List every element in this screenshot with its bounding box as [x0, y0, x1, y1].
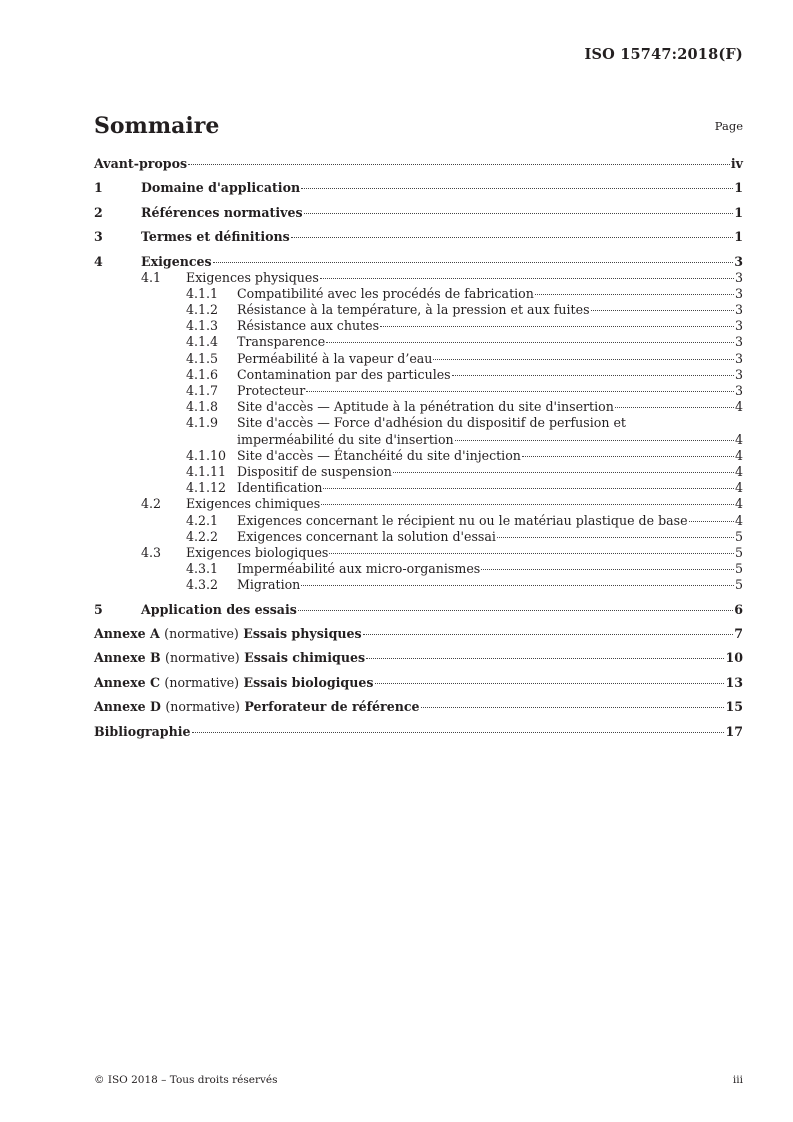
toc-entry-4-1-9[interactable] [94, 415, 743, 431]
toc-page-number: 13 [725, 674, 743, 690]
dot-leader [380, 326, 734, 327]
toc-entry-text: Dispositif de suspension [237, 463, 392, 479]
toc-entry-number: 4.2.2 [186, 528, 219, 544]
toc-page-number: 1 [734, 229, 743, 245]
dot-leader [433, 359, 734, 360]
toc-entry-text: Site d'accès — Étanchéité du site d'injection [237, 447, 521, 463]
annex-kind: (normative) [164, 674, 240, 690]
toc-page-number: 5 [734, 577, 743, 593]
toc-page-number: 4 [734, 496, 743, 512]
dot-leader [421, 707, 725, 708]
dot-leader [497, 537, 734, 538]
toc-entry-text: Site d'accès — Aptitude à la pénétration du site d'insertion [237, 399, 614, 415]
toc-entry-number: 4.1.2 [186, 302, 219, 318]
toc-entry-4-3[interactable] [94, 545, 743, 561]
toc-entry-text: Bibliographie [94, 723, 191, 739]
annex-kind: (normative) [165, 650, 240, 666]
toc-entry-text: Application des essais [141, 601, 297, 617]
toc-entry-4[interactable] [94, 254, 743, 270]
toc-entry-text: Site d'accès — Force d'adhésion du dispositif de perfusion et [237, 415, 626, 431]
dot-leader [321, 504, 734, 505]
dot-leader [306, 391, 734, 392]
toc-entry-text: Essais biologiques [243, 674, 374, 690]
toc-entry-4-1-10[interactable] [94, 448, 743, 464]
toc-entry-text: Exigences concernant le récipient nu ou le matériau plastique de base [237, 512, 688, 528]
toc-page-number: 4 [734, 447, 743, 463]
toc-entry-number: 4.1.11 [186, 463, 227, 479]
toc-entry-number: 4 [94, 253, 103, 269]
dot-leader [393, 472, 734, 473]
toc-page-number: 5 [734, 561, 743, 577]
toc-entry-4-1-8[interactable] [94, 399, 743, 415]
footer-page-number: iii [732, 1074, 743, 1086]
toc-entry-number: 4.1.12 [186, 480, 227, 496]
toc-page-number: 17 [725, 723, 743, 739]
dot-leader [452, 375, 734, 376]
dot-leader [535, 294, 734, 295]
toc-page-number: 1 [734, 180, 743, 196]
dot-leader [522, 456, 734, 457]
toc-entry-number: 4.3.1 [186, 561, 219, 577]
toc-entry-4-2-1[interactable] [94, 513, 743, 529]
toc-entry-text: Identification [237, 480, 323, 496]
toc-page-number: 4 [734, 512, 743, 528]
dot-leader [481, 569, 734, 570]
toc-page-number: 6 [734, 601, 743, 617]
toc-entry-3[interactable] [94, 229, 743, 245]
toc-entry-annex-a[interactable] [94, 626, 743, 642]
toc-page-number: 7 [734, 626, 743, 641]
toc-entry-4-1-2[interactable] [94, 302, 743, 318]
dot-leader [291, 237, 733, 238]
annex-kind: (normative) [164, 626, 239, 641]
toc-entry-number: 4.3.2 [186, 577, 219, 593]
toc-entry-number: 1 [94, 180, 103, 196]
toc-entry-4-1-5[interactable] [94, 351, 743, 367]
toc-entry-4-1-12[interactable] [94, 480, 743, 496]
toc-page-number: 4 [734, 399, 743, 415]
toc-page-number: 3 [734, 350, 743, 366]
toc-entry-number: 4.2 [141, 496, 162, 512]
toc-entry-text: Protecteur [237, 383, 306, 398]
toc-entry-4-3-2[interactable] [94, 577, 743, 593]
toc-entry-annex-b[interactable] [94, 650, 743, 666]
dot-leader [363, 634, 734, 635]
toc-page-number: 4 [734, 480, 743, 496]
toc-page-number: 3 [734, 366, 743, 382]
dot-leader [615, 407, 734, 408]
annex-label: Annexe C [94, 674, 161, 690]
toc-page-number: 5 [734, 544, 743, 560]
toc-entry-text: Perforateur de référence [244, 699, 420, 715]
toc-page-number: 5 [734, 528, 743, 544]
toc-entry-number: 4.2.1 [186, 512, 219, 528]
footer-copyright: © ISO 2018 – Tous droits réservés [94, 1074, 278, 1086]
toc-entry-number: 3 [94, 229, 103, 245]
annex-kind: (normative) [165, 699, 240, 715]
annex-label: Annexe A [94, 626, 160, 641]
toc-entry-4-1-1[interactable] [94, 286, 743, 302]
dot-leader [455, 440, 734, 441]
toc-entry-5[interactable] [94, 602, 743, 618]
toc-entry-text: Essais physiques [243, 626, 362, 641]
annex-label: Annexe D [94, 699, 161, 715]
dot-leader [326, 342, 734, 343]
toc-entry-text: Exigences chimiques [186, 496, 321, 512]
toc-entry-4-1-11[interactable] [94, 464, 743, 480]
dot-leader [301, 188, 733, 189]
toc-page-number: 15 [725, 699, 743, 715]
toc-entry-2[interactable] [94, 205, 743, 221]
dot-leader [298, 610, 733, 611]
dot-leader [320, 278, 734, 279]
toc-entry-text: Exigences concernant la solution d'essai [237, 528, 496, 544]
toc-entry-text: Compatibilité avec les procédés de fabrication [237, 285, 534, 301]
toc-entry-number: 4.1.8 [186, 399, 219, 415]
toc-entry-4-1-9-continued[interactable] [94, 432, 743, 448]
toc-entry-number: 4.3 [141, 544, 162, 560]
table-of-contents [94, 156, 743, 740]
toc-entry-number: 2 [94, 204, 103, 220]
toc-entry-text: Références normatives [141, 204, 303, 220]
dot-leader [188, 164, 730, 165]
toc-page-number: 4 [734, 463, 743, 479]
toc-page-number: 4 [734, 431, 743, 447]
toc-entry-annex-d[interactable] [94, 699, 743, 715]
toc-entry-4-1-6[interactable] [94, 367, 743, 383]
toc-page-number: 3 [734, 269, 743, 285]
toc-entry-text: Imperméabilité aux micro-organismes [237, 561, 481, 577]
toc-page-number: 10 [725, 650, 743, 666]
toc-entry-4-1[interactable] [94, 270, 743, 286]
toc-entry-text: Exigences biologiques [186, 544, 329, 560]
toc-page-number: 3 [734, 253, 743, 269]
dot-leader [329, 553, 734, 554]
toc-page-number: 3 [734, 383, 743, 398]
toc-entry-4-3-1[interactable] [94, 561, 743, 577]
toc-entry-text-continued: imperméabilité du site d'insertion [237, 431, 454, 447]
toc-entry-annex-c[interactable] [94, 675, 743, 691]
toc-entry-text: Termes et définitions [141, 229, 290, 245]
toc-entry-text: Essais chimiques [244, 650, 366, 666]
toc-entry-number: 4.1.9 [186, 415, 219, 431]
toc-page-number: 3 [734, 318, 743, 334]
toc-entry-text: Contamination par des particules [237, 366, 451, 382]
dot-leader [323, 488, 734, 489]
dot-leader [689, 521, 734, 522]
dot-leader [301, 585, 734, 586]
toc-entry-text: Avant-propos [94, 156, 188, 171]
toc-entry-number: 4.1.6 [186, 366, 219, 382]
toc-entry-text: Exigences physiques [186, 269, 319, 285]
dot-leader [213, 262, 734, 263]
toc-page-number: iv [730, 156, 743, 171]
toc-entry-4-1-7[interactable] [94, 383, 743, 399]
toc-entry-number: 5 [94, 601, 103, 617]
toc-page-number: 3 [734, 285, 743, 301]
toc-entry-text: Exigences [141, 253, 212, 269]
toc-page-number: 1 [734, 204, 743, 220]
toc-entry-number: 4.1.3 [186, 318, 219, 334]
toc-entry-number: 4.1 [141, 269, 162, 285]
toc-title: Sommaire [94, 113, 220, 139]
toc-entry-number: 4.1.4 [186, 334, 219, 350]
dot-leader [366, 658, 724, 659]
annex-label: Annexe B [94, 650, 161, 666]
dot-leader [304, 213, 734, 214]
toc-entry-4-1-4[interactable] [94, 334, 743, 350]
page-column-label: Page [714, 119, 743, 133]
toc-entry-4-2-2[interactable] [94, 529, 743, 545]
document-id: ISO 15747:2018(F) [584, 46, 743, 63]
toc-entry-number: 4.1.10 [186, 447, 227, 463]
toc-entry-number: 4.1.1 [186, 285, 219, 301]
toc-entry-avant-propos[interactable] [94, 156, 743, 172]
toc-entry-4-2[interactable] [94, 496, 743, 512]
toc-entry-text: Domaine d'application [141, 180, 301, 196]
toc-page-number: 3 [734, 334, 743, 350]
toc-entry-text: Transparence [237, 334, 326, 350]
dot-leader [375, 683, 725, 684]
toc-entry-text: Résistance aux chutes [237, 318, 380, 334]
toc-entry-1[interactable] [94, 180, 743, 196]
toc-entry-bibliographie[interactable] [94, 724, 743, 740]
toc-page-number: 3 [734, 302, 743, 318]
toc-entry-4-1-3[interactable] [94, 318, 743, 334]
dot-leader [192, 732, 725, 733]
dot-leader [591, 310, 734, 311]
toc-entry-text: Résistance à la température, à la pression et aux fuites [237, 302, 590, 318]
toc-entry-number: 4.1.7 [186, 383, 219, 398]
toc-entry-text: Perméabilité à la vapeur d’eau [237, 350, 433, 366]
toc-entry-text: Migration [237, 577, 301, 593]
toc-entry-number: 4.1.5 [186, 350, 219, 366]
